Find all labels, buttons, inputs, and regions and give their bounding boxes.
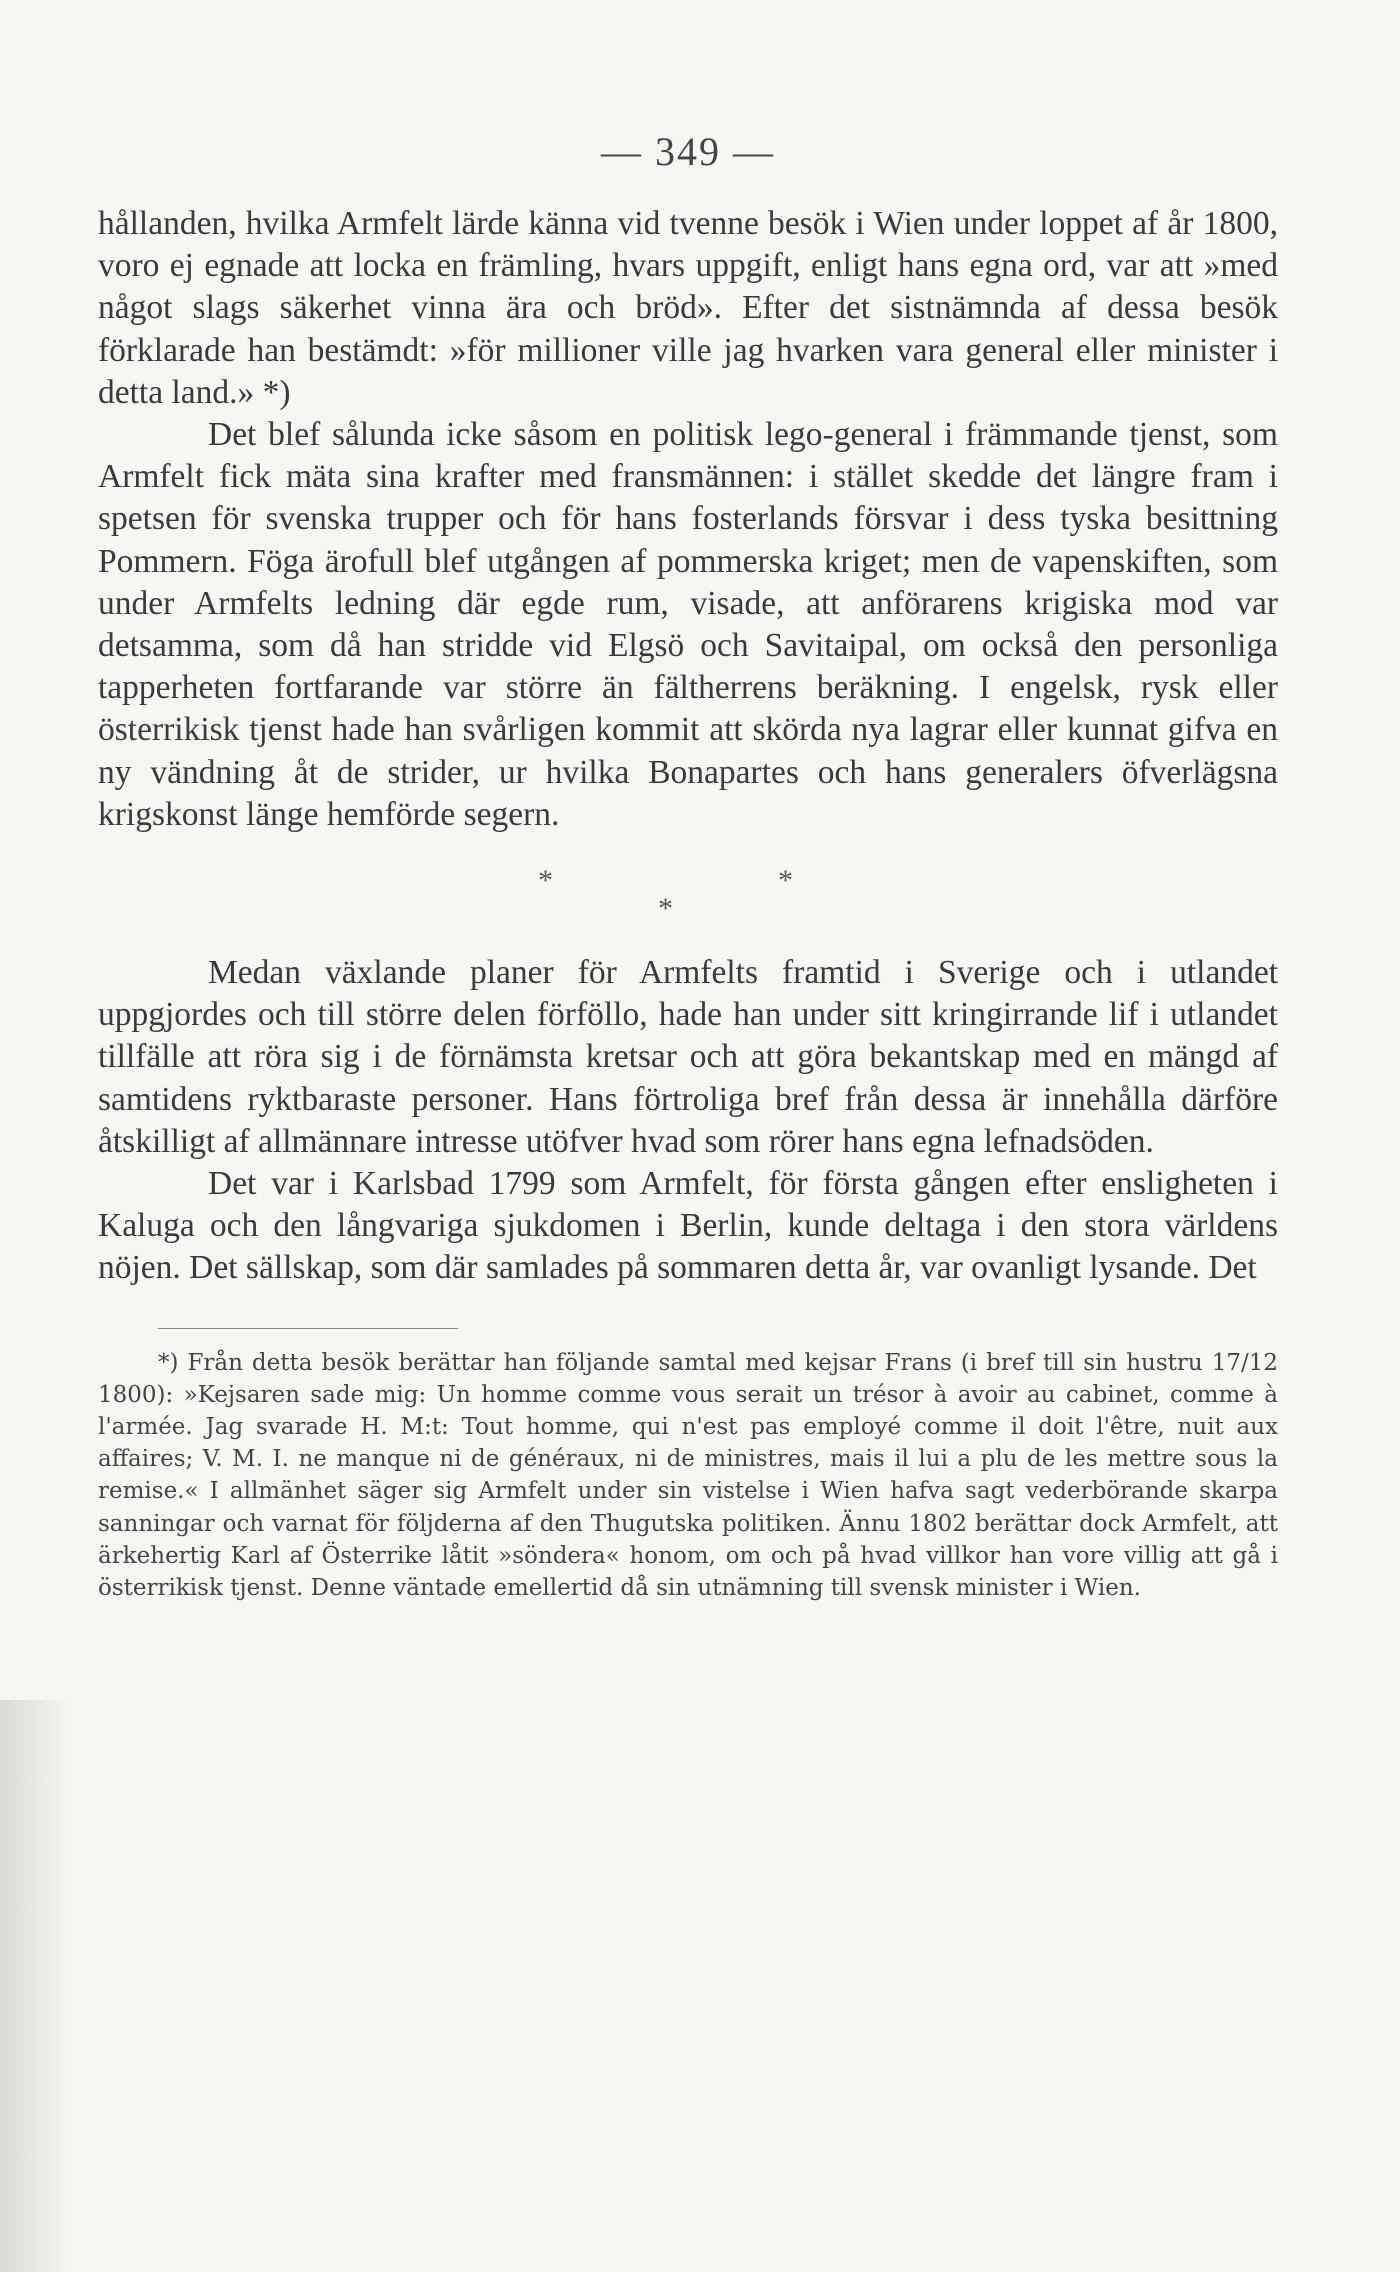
- paragraph-1: hållanden, hvilka Armfelt lärde känna vid tvenne besök i Wien under loppet af år 1800, voro ej egnade att locka en främling, hvars uppgift, enligt hans egna ord, var att »med något slags säkerhet vinna ära och bröd». Efter det sistnämnda af dessa besök förklarade han bestämdt: »för millioner ville jag hvarken vara general eller minister i detta land.» *): [98, 205, 1278, 411]
- asterisk-right: *: [778, 864, 793, 898]
- asterisk-left: *: [538, 864, 553, 898]
- main-text-continued: [98, 952, 1278, 1290]
- footnote-rule: [158, 1328, 458, 1329]
- book-page: [98, 128, 1278, 1604]
- main-text: [98, 203, 1278, 836]
- asterisk-center: *: [658, 892, 673, 926]
- scan-shadow: [0, 1700, 70, 2272]
- footnote-text: *) Från detta besök berättar han följande samtal med kejsar Frans (i bref till sin hustru 17/12 1800): »Kejsaren sade mig: Un homme comme vous serait un trésor à avoir au cabinet, comme à l'armée. Jag svarade H. M:t: Tout homme, qui n'est pas employé comme il doit l'être, nuit aux affaires; V. M. I. ne manque ni de généraux, ni de ministres, mais il lui a plu de les mettre sous la remise.« I allmänhet säger sig Armfelt under sin vistelse i Wien hafva sagt vederbörande skarpa sanningar och varnat för följderna af den Thugutska politiken. Ännu 1802 berättar dock Armfelt, att ärkehertig Karl af Österrike låtit »söndera« honom, om och på hvad villkor han vore villig att gå i österrikisk tjenst. Denne väntade emellertid då sin utnämning till svensk minister i Wien.: [98, 1349, 1278, 1602]
- paragraph-3: Medan växlande planer för Armfelts framtid i Sverige och i utlandet uppgjordes och till större delen förföllo, hade han under sitt kringirrande lif i utlandet tillfälle att röra sig i de förnämsta kretsar och att göra bekantskap med en mängd af samtidens ryktbaraste personer. Hans förtroliga bref från dessa är innehålla därföre åtskilligt af allmännare intresse utöfver hvad som rörer hans egna lefnadsöden.: [98, 954, 1278, 1160]
- page-number: — 349 —: [601, 129, 775, 174]
- paragraph-2: Det blef sålunda icke såsom en politisk lego-general i främmande tjenst, som Armfelt fick mäta sina krafter med fransmännen: i stället skedde det längre fram i spetsen för svenska trupper och för hans fosterlands försvar i dess tyska besittning Pommern. Föga ärofull blef utgången af pommerska kriget; men de vapenskiften, som under Armfelts ledning där egde rum, visade, att anförarens krigiska mod var detsamma, som då han stridde vid Elgsö och Savitaipal, om också den personliga tapperheten fortfarande var större än fältherrens beräkning. I engelsk, rysk eller österrikisk tjenst hade han svårligen kommit att skörda nya lagrar eller kunnat gifva en ny vändning åt de strider, ur hvilka Bonapartes och hans generalers öfverlägsna krigskonst länge hemförde segern.: [98, 416, 1278, 833]
- section-separator: [98, 860, 1278, 944]
- paragraph-4: Det var i Karlsbad 1799 som Armfelt, för första gången efter ensligheten i Kaluga och den långvariga sjukdomen i Berlin, kunde deltaga i den stora världens nöjen. Det sällskap, som där samlades på sommaren detta år, var ovanligt lysande. Det: [98, 1165, 1278, 1287]
- footnote: [98, 1347, 1278, 1605]
